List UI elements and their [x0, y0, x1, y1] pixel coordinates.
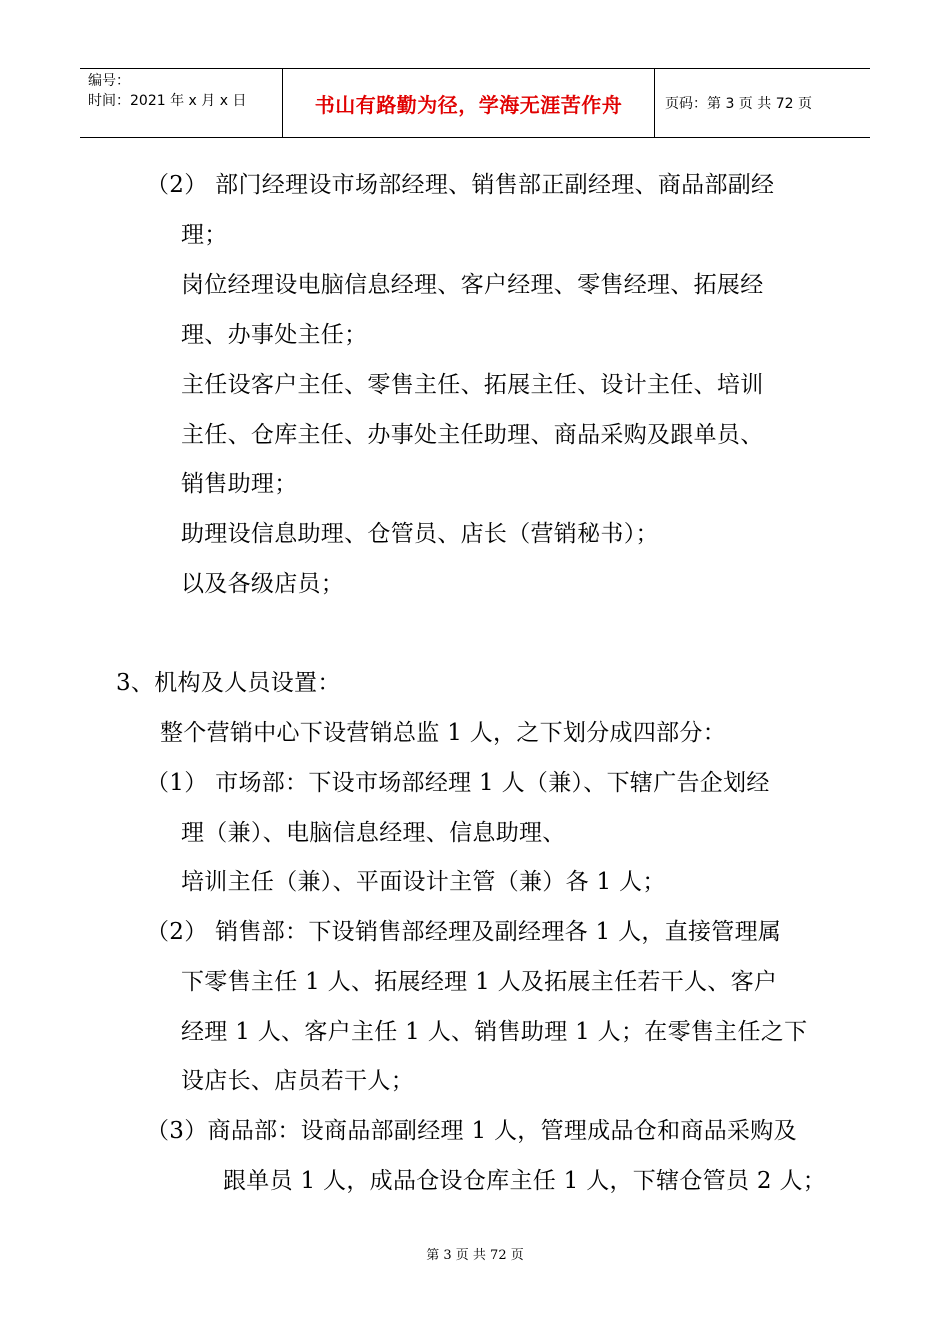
serial-number-label: 编号：	[88, 73, 130, 89]
page-header	[80, 68, 870, 138]
body-line: 设店长、店员若干人；	[181, 1068, 414, 1094]
body-line: （1） 市场部：下设市场部经理 1 人（兼）、下辖广告企划经	[146, 770, 770, 796]
body-line: 跟单员 1 人，成品仓设仓库主任 1 人，下辖仓管员 2 人；	[223, 1168, 827, 1194]
body-line: 经理 1 人、客户主任 1 人、销售助理 1 人；在零售主任之下	[181, 1019, 808, 1045]
header-meta	[80, 69, 283, 137]
body-line: 理、办事处主任；	[181, 322, 368, 348]
body-line: 主任设客户主任、零售主任、拓展主任、设计主任、培训	[181, 372, 764, 398]
body-line: 理（兼）、电脑信息经理、信息助理、	[181, 820, 566, 846]
body-line: 岗位经理设电脑信息经理、客户经理、零售经理、拓展经	[181, 272, 764, 298]
header-motto: 书山有路勤为径，学海无涯苦作舟	[283, 69, 655, 137]
body-line: （2） 部门经理设市场部经理、销售部正副经理、商品部副经	[146, 172, 775, 198]
header-page-info: 页码：第 3 页 共 72 页	[665, 96, 812, 112]
date-label: 时间：2021 年 x 月 x 日	[88, 93, 247, 109]
body-line: （3）商品部：设商品部副经理 1 人，管理成品仓和商品采购及	[146, 1118, 797, 1144]
body-line: （2） 销售部：下设销售部经理及副经理各 1 人，直接管理属	[146, 919, 782, 945]
body-line: 销售助理；	[181, 471, 298, 497]
body-line: 主任、仓库主任、办事处主任助理、商品采购及跟单员、	[181, 422, 764, 448]
page-footer: 第 3 页 共 72 页	[426, 1248, 524, 1263]
body-line: 下零售主任 1 人、拓展经理 1 人及拓展主任若干人、客户	[181, 969, 778, 995]
body-line: 以及各级店员；	[181, 571, 345, 597]
body-line: 培训主任（兼）、平面设计主管（兼）各 1 人；	[181, 869, 666, 895]
body-line: 整个营销中心下设营销总监 1 人，之下划分成四部分：	[160, 720, 727, 746]
body-line: 助理设信息助理、仓管员、店长（营销秘书）；	[181, 521, 659, 547]
body-line: 理；	[181, 222, 228, 248]
section-heading: 3、机构及人员设置：	[116, 670, 341, 696]
